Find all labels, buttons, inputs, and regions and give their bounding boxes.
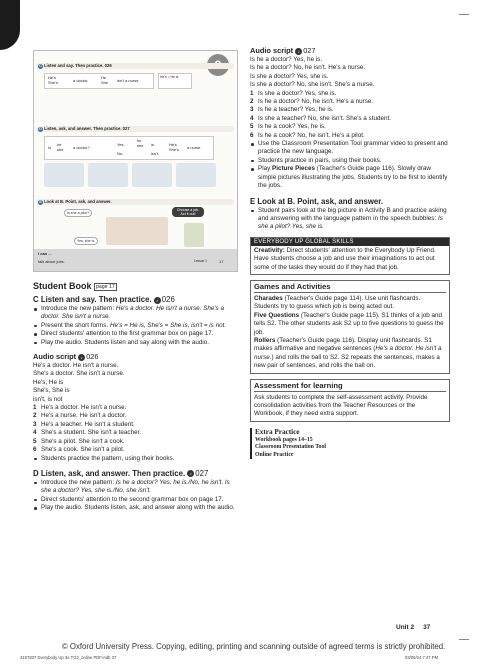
assessment-text: Ask students to complete the self-assessment activity. Provide consolidation activities from the Teacher Resources or the Workbook, if they need extra support.	[254, 393, 428, 418]
list-item: 1 Is she a doctor? Yes, she is.	[250, 89, 337, 97]
job-illustration	[132, 163, 172, 187]
audio-numbered-lines	[250, 90, 450, 140]
thumb-sec-c-title: C Listen and say. Then practice. 026	[39, 63, 112, 68]
friend-character-illustration	[184, 223, 204, 247]
divider	[254, 292, 446, 293]
student-book-thumbnail	[33, 50, 238, 272]
page-corner-tab	[0, 0, 20, 50]
list-item: 6 Is he a cook? No, he isn't. He's a pilot.	[250, 131, 365, 139]
divider	[254, 391, 446, 392]
section-e-bullets	[250, 207, 450, 232]
audio-icon: ♪	[78, 354, 85, 361]
audio-line: He's, He is	[33, 378, 64, 386]
thumb-sec-d-title: D Listen, ask, and answer. Then practice. 027	[39, 126, 130, 131]
assessment-title: Assessment for learning	[254, 380, 343, 390]
list-item: 4 She's a student. She isn't a teacher.	[33, 429, 142, 437]
list-item: Use the Classroom Presentation Tool grammar video to present and practice the new language.	[250, 140, 450, 157]
list-item: Students practice the pattern, using their books.	[33, 455, 238, 463]
global-skills-box	[250, 237, 450, 275]
audio-icon: ♪	[187, 470, 194, 477]
list-item: Direct students' attention to the second grammar box on page 17.	[33, 496, 238, 504]
list-item: 5 She's a pilot. She isn't a cook.	[33, 437, 125, 445]
print-slug-date: 03/06/24 7:47 PM	[405, 655, 439, 660]
section-d-heading: D Listen, ask, and answer. Then practice. ♪ 027	[33, 468, 209, 478]
audio-icon: ♪	[295, 48, 302, 55]
creativity-text: Creativity: Direct students' attention to the Everybody Up Friend. Have students choose a job and use their imaginations to act out some of the tasks they would do if they had that job.	[254, 246, 436, 271]
student-book-heading: Student Book page 17	[33, 281, 238, 293]
job-illustration	[44, 163, 84, 187]
speech-bubble-answer: Yes, she is.	[74, 237, 98, 245]
thumb-grammar-note: He's = He is	[158, 73, 192, 89]
extra-practice-item: Online Practice	[255, 451, 294, 458]
audio-script-026-heading: Audio script ♪ 026	[33, 352, 99, 362]
list-item: Direct students' attention to the first grammar box on page 17.	[33, 330, 238, 338]
audio-line: He's a doctor. He isn't a nurse.	[33, 362, 119, 370]
list-item: 5 Is he a cook? Yes, he is.	[250, 123, 326, 131]
list-item: 3 Is he a teacher? Yes, he is.	[250, 106, 334, 114]
audio-line: Is he a doctor? No, he isn't. He's a nurse.	[250, 64, 366, 72]
five-questions-text: Five Questions (Teacher's Guide page 115). S1 thinks of a job and tells S2. The other students ask S2 up to five questions to guess the job.	[254, 311, 444, 336]
list-item: Students practice in pairs, using their books.	[250, 157, 450, 165]
list-item: Play the audio. Students listen and say along with the audio.	[33, 339, 238, 347]
charades-text: Charades (Teacher's Guide page 114). Use unit flashcards. Students try to guess which job is being acted out.	[254, 294, 421, 311]
list-item: Play the audio. Students listen, ask, and answer along with the audio.	[33, 504, 238, 512]
list-item: Play Picture Pieces (Teacher's Guide page 116). Slowly draw simple pictures illustrating the jobs. Students try to be first to identify the jobs.	[250, 165, 450, 190]
list-item: 1 He's a doctor. He isn't a nurse.	[33, 404, 127, 412]
crop-mark	[459, 14, 469, 15]
list-item: 3 He's a teacher. He isn't a student.	[33, 420, 135, 428]
section-d-bullets	[33, 479, 238, 513]
extra-practice-title: Extra Practice	[255, 427, 300, 436]
print-slug: 4157837 Everybody Up 3e TG2_online PDF.indb 37	[20, 655, 117, 660]
list-item: 2 He's a nurse. He isn't a doctor.	[33, 412, 127, 420]
children-illustration	[106, 217, 168, 245]
audio-027-bullets	[250, 140, 450, 190]
list-item: Introduce the new pattern: He's a doctor. He isn't a nurse. She's a doctor. She isn't a nurse.	[33, 305, 238, 322]
crop-mark	[459, 639, 469, 640]
global-skills-header: EVERYBODY UP GLOBAL SKILLS	[251, 238, 449, 246]
thumb-sec-e-title: E Look at B. Point, ask, and answer.	[39, 199, 112, 204]
list-item: 6 She's a cook. She isn't a pilot.	[33, 446, 125, 454]
i-can-strip: I can ... talk about jobs. Lesson 1 17	[34, 249, 237, 271]
list-item: Introduce the new pattern: Is he a doctor? Yes, he is./No, he isn't. Is she a doctor? Yes, she is./No, she isn't.	[33, 479, 238, 496]
list-item: 2 Is he a doctor? No, he isn't. He's a nurse.	[250, 98, 374, 106]
audio-line: She's a doctor. She isn't a nurse.	[33, 370, 125, 378]
audio-line: She's, She is	[33, 387, 70, 395]
thumb-grammar-table-c: He's She's a doctor. He She isn't a nurse.	[44, 73, 154, 89]
section-c-bullets	[33, 305, 238, 347]
left-column	[33, 281, 238, 513]
audio-line: isn't, is not	[33, 395, 63, 403]
rollers-text: Rollers (Teacher's Guide page 116). Display unit flashcards. S1 makes affirmative and negative sentences (He's a doctor. He isn't a nurse.) and rolls the ball to S2. S2 repeats the sentences, makes a new pair of sentences, and rolls the ball on.	[254, 336, 442, 370]
thumb-grammar-table-d: Is he she a doctor? Yes, No, he she is. isn't. He's She's a nurse.	[44, 136, 214, 160]
copyright-notice: © Oxford University Press. Copying, editing, printing and scanning outside of agreed terms is strictly prohibited.	[62, 642, 446, 651]
audio-icon: ♪	[154, 297, 161, 304]
job-illustration	[88, 163, 128, 187]
assessment-box	[250, 379, 450, 422]
speech-bubble-question: Is she a pilot?	[64, 209, 92, 217]
job-illustration	[176, 163, 216, 187]
section-c-heading: C Listen and say. Then practice. ♪ 026	[33, 295, 175, 304]
list-item: Present the short forms. He's = He is, She's = She is, isn't = is not.	[33, 322, 238, 330]
section-e-heading: E Look at B. Point, ask, and answer.	[250, 196, 384, 206]
right-column	[250, 46, 450, 459]
games-activities-title: Games and Activities	[254, 281, 331, 291]
list-item: 4 Is she a teacher? No, she isn't. She's a student.	[250, 114, 391, 122]
audio-line: Is she a doctor? No, she isn't. She's a nurse.	[250, 81, 375, 89]
games-activities-box	[250, 280, 450, 374]
extra-practice-box	[250, 428, 450, 460]
audio-script-027-heading: Audio script ♪ 027	[250, 46, 316, 55]
extra-practice-item: Workbook pages 14–15	[255, 436, 313, 443]
audio-line: Is she a doctor? Yes, she is.	[250, 72, 329, 80]
audio-numbered-lines	[33, 404, 238, 454]
audio-bullets	[33, 455, 238, 463]
footer-unit-page: Unit 2 37	[396, 624, 431, 631]
audio-line: Is he a doctor? Yes, he is.	[250, 56, 323, 63]
speech-bubble-prompt: Choose a job. Act it out!	[172, 207, 204, 217]
extra-practice-item: Classroom Presentation Tool	[255, 444, 326, 451]
list-item: Student pairs look at the big picture in Activity B and practice asking and answering with the language pattern in the speech bubbles: Is she a pilot? Yes, she is.	[250, 207, 450, 232]
